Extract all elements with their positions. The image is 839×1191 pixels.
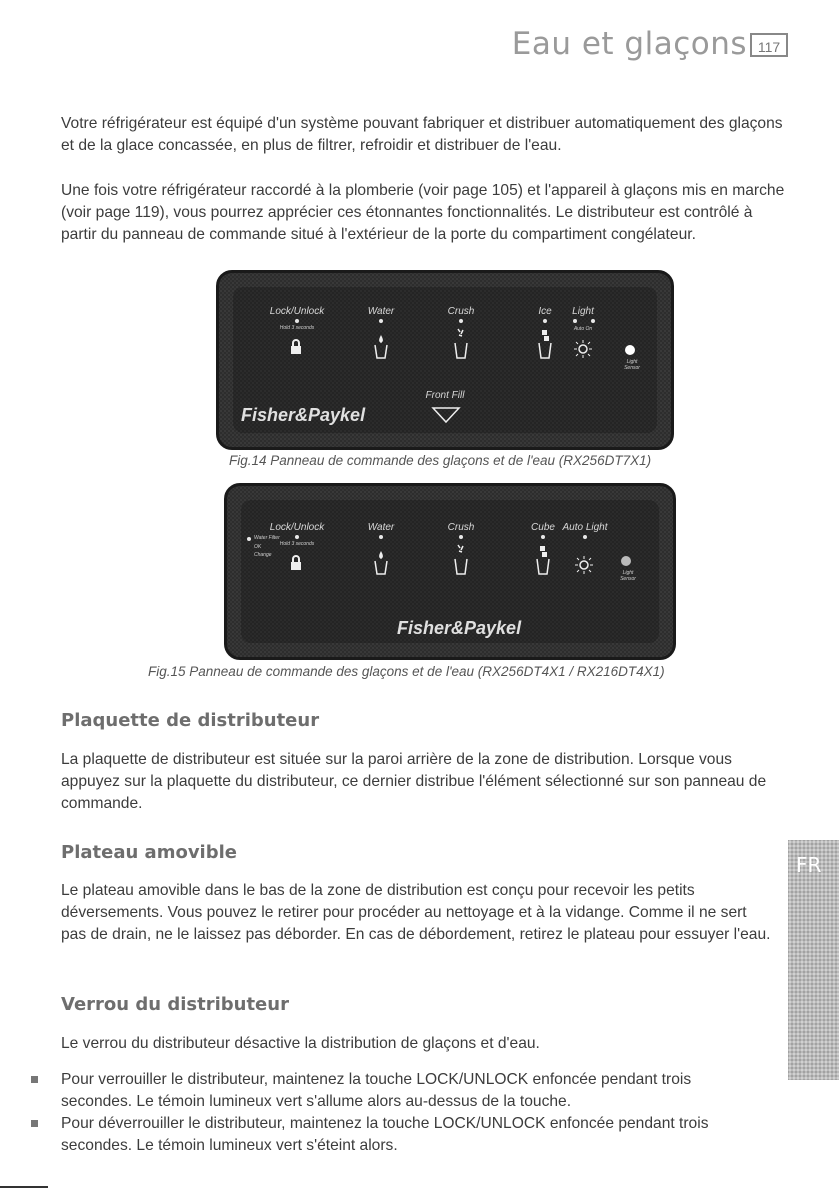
ice-led [543,319,547,323]
intro-paragraph-2: Une fois votre réfrigérateur raccordé à la plomberie (voir page 105) et l'appareil à glaçons mis en marche (voir page 119), vous pourrez apprécier ces étonnantes fonctionnalités. Le distributeur est contrôlé à partir du panneau de commande situé à l'extérieur de la porte du compartiment congélateur. [61,182,785,243]
control-panel-fig14 [216,270,674,450]
water-glass-icon[interactable] [373,333,389,359]
water-led [379,535,383,539]
lock-sub-label: Hold 3 seconds [279,325,315,331]
light-sensor-label: Light Sensor [620,570,636,582]
crushed-ice-glass-icon[interactable] [453,327,469,359]
lock-sub-label: Hold 3 seconds [279,541,315,547]
light-on-led [591,319,595,323]
water-label: Water [367,522,395,533]
auto-light-label: Auto Light [562,522,608,533]
section-text-plateau: Le plateau amovible dans le bas de la zone de distribution est conçu pour recevoir les petits déversements. Vous pouvez le retirer pour procéder au nettoyage et à la vidange. Comme il ne sert pas de drain, ne le laissez pas déborder. En cas de débordement, retirez le plateau pour essuyer l'eau. [61,882,771,943]
water-filter-ok-label: OK [254,544,262,550]
bullet-item: Pour verrouiller le distributeur, maintenez la touche LOCK/UNLOCK enfoncée pendant trois secondes. Le témoin lumineux vert s'allume alors au-dessus de la touche. [61,1071,692,1110]
light-sensor [621,556,631,566]
light-sensor-label: Light Sensor [624,359,640,371]
light-label: Light [572,306,594,317]
language-tab-label: FR [796,853,822,877]
cube-label: Cube [531,522,555,533]
control-panel-fig15 [224,483,676,660]
crushed-ice-glass-icon[interactable] [453,543,469,575]
language-side-tab [788,840,839,1080]
light-auto-led [573,319,577,323]
water-glass-icon[interactable] [373,549,389,575]
section-text-verrou: Le verrou du distributeur désactive la distribution de glaçons et d'eau. [61,1035,540,1052]
water-label: Water [367,306,395,317]
page-title: Eau et glaçons [511,26,747,62]
bullet-item: Pour déverrouiller le distributeur, maintenez la touche LOCK/UNLOCK enfoncée pendant trois secondes. Le témoin lumineux vert s'éteint alors. [61,1115,709,1154]
ice-cube-glass-icon[interactable] [537,327,553,359]
fisher-paykel-logo: Fisher&Paykel [241,405,366,425]
light-sub-label: Auto On [573,326,593,332]
section-text-plaquette: La plaquette de distributeur est située sur la paroi arrière de la zone de distribution. Lorsque vous appuyez sur la plaquette du distributeur, ce dernier distribue l'élément sélectionné sur son panneau de commande. [61,751,767,812]
water-filter-led [247,537,251,541]
front-fill-triangle-icon[interactable] [431,406,461,424]
crush-label: Crush [447,306,475,317]
fisher-paykel-logo: Fisher&Paykel [397,618,522,638]
water-filter-label: Water Filter [254,535,280,541]
lock-icon[interactable] [289,339,303,355]
footer-rule [0,1186,48,1188]
section-title-plateau: Plateau amovible [61,842,237,863]
bullet-marker [31,1076,38,1083]
light-bulb-icon[interactable] [573,339,593,359]
lock-unlock-label: Lock/Unlock [269,522,325,533]
auto-light-led [583,535,587,539]
light-bulb-icon[interactable] [574,555,594,575]
fig14-caption: Fig.14 Panneau de commande des glaçons et de l'eau (RX256DT7X1) [229,453,652,468]
fig15-caption: Fig.15 Panneau de commande des glaçons et de l'eau (RX256DT4X1 / RX216DT4X1) [148,664,665,679]
intro-paragraph-1: Votre réfrigérateur est équipé d'un système pouvant fabriquer et distribuer automatiquement des glaçons et de la glace concassée, en plus de filtrer, refroidir et distribuer de l'eau. [61,115,783,154]
lock-icon[interactable] [289,555,303,571]
cube-led [541,535,545,539]
ice-label: Ice [538,306,552,317]
page-number: 117 [750,33,788,57]
ice-cube-glass-icon[interactable] [535,543,551,575]
lock-led [295,535,299,539]
crush-led [459,535,463,539]
bullet-marker [31,1120,38,1127]
water-led [379,319,383,323]
front-fill-label: Front Fill [425,390,465,401]
section-title-verrou: Verrou du distributeur [61,994,289,1015]
crush-led [459,319,463,323]
section-title-plaquette: Plaquette de distributeur [61,710,320,731]
lock-led [295,319,299,323]
water-filter-change-label: Change [254,552,272,558]
lock-unlock-label: Lock/Unlock [269,306,325,317]
crush-label: Crush [447,522,475,533]
light-sensor [625,345,635,355]
